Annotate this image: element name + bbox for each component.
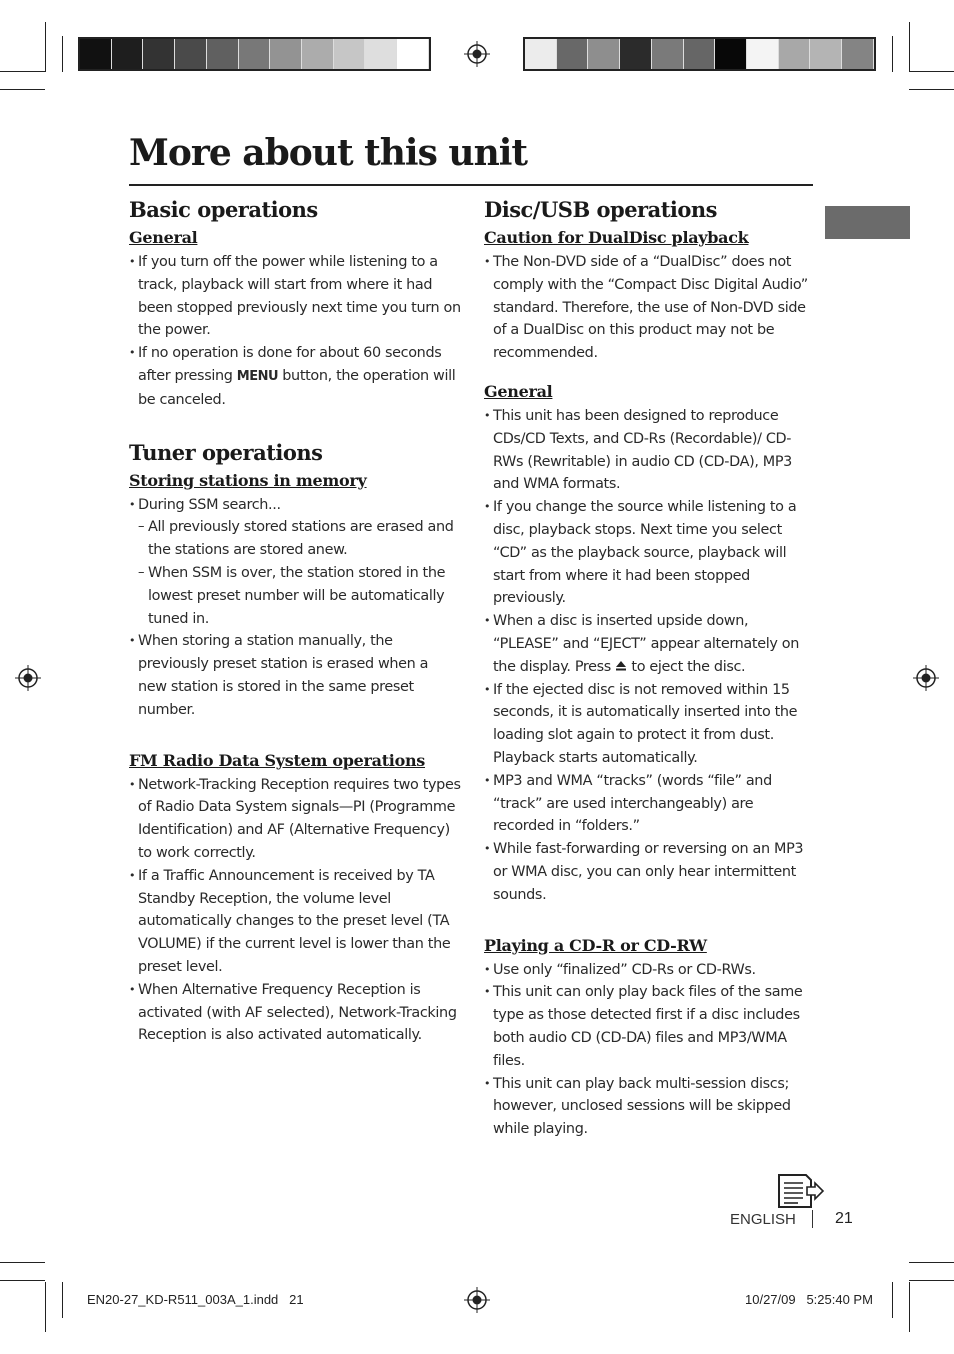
crop-mark xyxy=(892,36,893,72)
caution-list xyxy=(484,251,814,365)
sub-list-item: – All previously stored stations are erased and the stations are stored anew. xyxy=(129,516,461,562)
list-item: • This unit can only play back files of the same type as those detected first if a disc includes both audio CD (CD-DA) files and MP3/WMA files. xyxy=(484,981,814,1072)
list-item: • If a Traffic Announcement is received by TA Standby Reception, the volume level automatically changes to the preset level (TA VOLUME) if the current level is lower than the preset level. xyxy=(129,865,461,979)
list-item: • Use only “finalized” CD-Rs or CD-RWs. xyxy=(484,959,814,982)
playing-cdr-heading: Playing a CD-R or CD-RW xyxy=(484,935,707,955)
playing-cdr-list xyxy=(484,959,814,1141)
color-swatch xyxy=(207,39,239,69)
list-item: • While fast-forwarding or reversing on an MP3 or WMA disc, you can only hear intermittent sounds. xyxy=(484,838,814,906)
color-swatch xyxy=(334,39,366,69)
sub-list-item: – When SSM is over, the station stored in the lowest preset number will be automatically tuned in. xyxy=(129,562,461,630)
color-swatch xyxy=(397,39,429,69)
color-calibration-bar-left xyxy=(78,37,431,71)
caution-dualdisc-heading: Caution for DualDisc playback xyxy=(484,228,749,247)
crop-mark xyxy=(62,36,63,72)
crop-mark xyxy=(909,71,954,72)
text-run: to eject the disc. xyxy=(627,658,746,675)
registration-mark-icon xyxy=(913,665,939,691)
color-swatch xyxy=(779,39,811,69)
crop-mark xyxy=(909,1282,910,1332)
list-item: • This unit can play back multi-session discs; however, unclosed sessions will be skipped while playing. xyxy=(484,1073,814,1141)
storing-stations-list xyxy=(129,494,461,722)
menu-key-label: MENU xyxy=(236,368,279,384)
color-swatch xyxy=(80,39,112,69)
color-swatch xyxy=(684,39,716,69)
color-swatch xyxy=(143,39,175,69)
crop-mark xyxy=(892,1282,893,1318)
crop-mark xyxy=(45,1282,46,1332)
registration-mark-icon xyxy=(15,665,41,691)
color-swatch xyxy=(747,39,779,69)
page-number: 21 xyxy=(835,1210,853,1227)
registration-mark-icon xyxy=(464,41,490,67)
list-item xyxy=(129,342,461,411)
text-run: button, the operation will be canceled. xyxy=(138,367,456,408)
crop-mark xyxy=(909,89,954,90)
color-swatch xyxy=(810,39,842,69)
right-column xyxy=(484,195,814,1141)
disc-usb-operations-heading: Disc/USB operations xyxy=(484,197,718,222)
color-swatch xyxy=(715,39,747,69)
general-heading: General xyxy=(129,228,198,247)
crop-mark xyxy=(0,89,45,90)
color-swatch xyxy=(557,39,589,69)
general-heading: General xyxy=(484,381,553,401)
crop-mark xyxy=(909,22,910,72)
crop-mark xyxy=(909,1280,954,1281)
eject-icon xyxy=(615,660,627,672)
print-timestamp: 10/27/09 5:25:40 PM xyxy=(745,1292,873,1307)
list-item: • When Alternative Frequency Reception is activated (with AF selected), Network-Tracking Reception is also activated automatically. xyxy=(129,979,461,1047)
language-label: ENGLISH xyxy=(730,1211,796,1228)
list-item: • If you change the source while listening to a disc, playback stops. Next time you select “CD” as the playback source, playback will start from where it had been stopped previously. xyxy=(484,496,814,610)
left-column xyxy=(129,195,461,1047)
storing-stations-heading: Storing stations in memory xyxy=(129,470,367,490)
list-item: • Network-Tracking Reception requires two types of Radio Data System signals—PI (Programme Identification) and AF (Alternative Frequency) to work correctly. xyxy=(129,774,461,865)
crop-mark xyxy=(0,1280,45,1281)
continued-page-icon xyxy=(776,1172,826,1210)
color-swatch xyxy=(239,39,271,69)
color-swatch xyxy=(270,39,302,69)
list-item: • During SSM search... xyxy=(129,494,461,517)
list-item: • If you turn off the power while listening to a track, playback will start from where it had been stopped previously next time you turn on the power. xyxy=(129,251,461,342)
crop-mark xyxy=(0,71,45,72)
text-run: When a disc is inserted upside down, “PLEASE” and “EJECT” appear alternately on the display. Press xyxy=(493,613,799,675)
list-item: • When storing a station manually, the previously preset station is erased when a new station is stored in the same preset number. xyxy=(129,630,461,721)
fm-rds-heading: FM Radio Data System operations xyxy=(129,750,425,770)
color-swatch xyxy=(620,39,652,69)
basic-general-list xyxy=(129,251,461,412)
color-swatch xyxy=(112,39,144,69)
crop-mark xyxy=(909,1262,954,1263)
title-rule xyxy=(129,184,813,186)
crop-mark xyxy=(45,22,46,72)
color-swatch xyxy=(365,39,397,69)
text-run: If no operation is done for about 60 seconds after pressing xyxy=(138,345,442,384)
registration-mark-icon xyxy=(464,1287,490,1313)
indd-filename: EN20-27_KD-R511_003A_1.indd 21 xyxy=(87,1292,304,1307)
color-swatch xyxy=(842,39,874,69)
crop-mark xyxy=(0,1262,45,1263)
crop-mark xyxy=(62,1282,63,1318)
color-swatch xyxy=(302,39,334,69)
color-swatch xyxy=(652,39,684,69)
basic-operations-heading: Basic operations xyxy=(129,197,318,222)
color-calibration-bar-right xyxy=(523,37,876,71)
color-swatch xyxy=(525,39,557,69)
list-item: • The Non-DVD side of a “DualDisc” does not comply with the “Compact Disc Digital Audio” standard. Therefore, the use of Non-DVD side of a DualDisc on this product may not be recommended. xyxy=(484,251,814,365)
list-item: • This unit has been designed to reproduce CDs/CD Texts, and CD-Rs (Recordable)/ CD-RWs (Rewritable) in audio CD (CD-DA), MP3 and WMA formats. xyxy=(484,405,814,496)
section-tab xyxy=(825,206,910,239)
list-item: • If the ejected disc is not removed within 15 seconds, it is automatically inserted into the loading slot again to protect it from dust. Playback starts automatically. xyxy=(484,679,814,770)
tuner-operations-heading: Tuner operations xyxy=(129,439,323,465)
list-item xyxy=(484,610,814,678)
color-swatch xyxy=(175,39,207,69)
page-number-divider xyxy=(812,1210,813,1228)
fm-rds-list xyxy=(129,774,461,1048)
page-title: More about this unit xyxy=(129,132,528,174)
color-swatch xyxy=(588,39,620,69)
disc-general-list xyxy=(484,405,814,907)
list-item: • MP3 and WMA “tracks” (words “file” and “track” are used interchangeably) are recorded in “folders.” xyxy=(484,770,814,838)
